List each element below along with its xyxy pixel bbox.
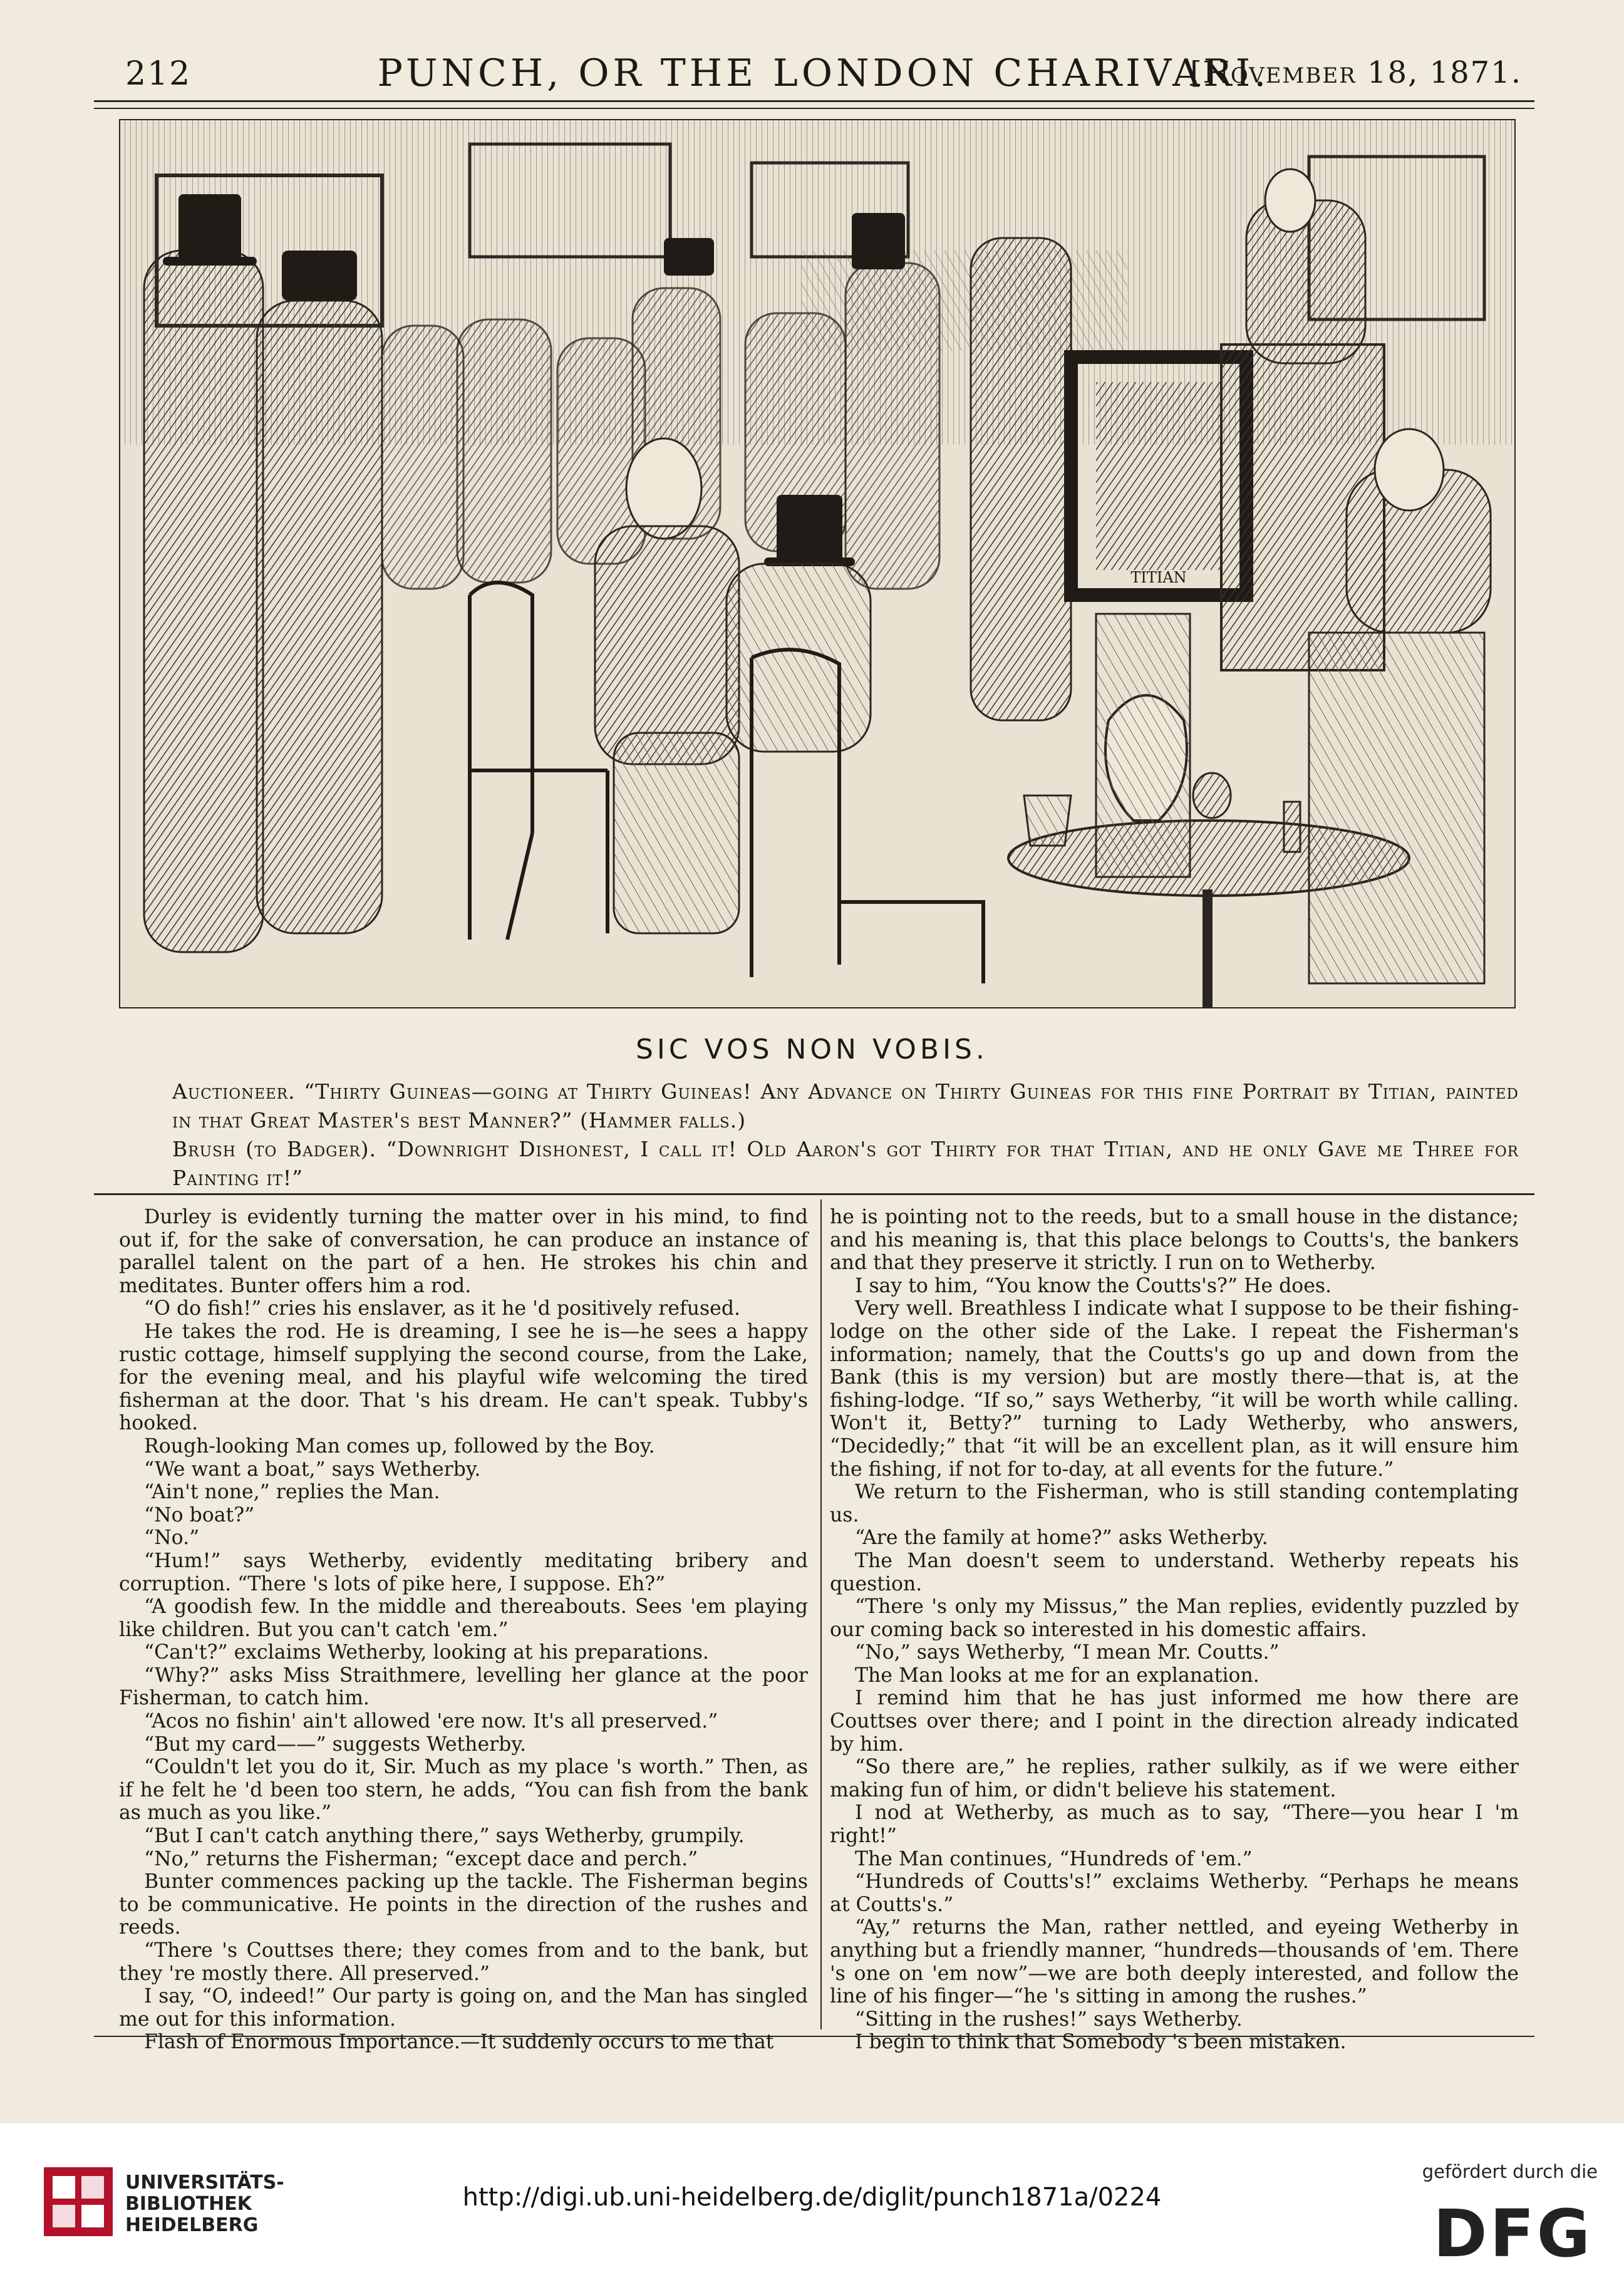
paragraph: “There 's Couttses there; they comes from and to the bank, but they 're mostly there. All preserved.”: [119, 1939, 808, 1985]
paragraph: I nod at Wetherby, as much as to say, “There—you hear I 'm right!”: [830, 1801, 1519, 1848]
caption-auctioneer: [128, 1077, 1519, 1135]
paragraph: “No,” says Wetherby, “I mean Mr. Coutts.”: [855, 1641, 1280, 1664]
issue-date: [November 18, 1871.: [1190, 55, 1522, 90]
paragraph: I remind him that he has just informed me how there are Couttses over there; and I point in the direction already indicated by him.: [830, 1687, 1519, 1756]
paragraph: I say, “O, indeed!” Our party is going on, and the Man has singled me out for this information.: [119, 1985, 808, 2031]
cartoon-illustration: [119, 119, 1516, 1008]
left-column: [119, 1206, 808, 2054]
paragraph: he is pointing not to the reeds, but to a small house in the distance; and his meaning is, that this place belongs to Coutts's, the bankers and that they preserve it strictly. I run on to Wetherby.: [830, 1206, 1519, 1275]
page-header: [125, 44, 1522, 100]
paragraph: The Man continues, “Hundreds of 'em.”: [855, 1847, 1253, 1870]
paragraph: The Man looks at me for an explanation.: [855, 1664, 1259, 1687]
paragraph: I begin to think that Somebody 's been mistaken.: [855, 2031, 1347, 2054]
paragraph: “There 's only my Missus,” the Man replies, evidently puzzled by our coming back so interested in his domestic affairs.: [830, 1595, 1519, 1641]
paragraph: “Ay,” returns the Man, rather nettled, and eyeing Wetherby in anything but a friendly manner, “hundreds—thousands of 'em. There 's one on 'em now”—we are both deeply interested, and follow the line of his finger—“he 's sitting in among the rushes.”: [830, 1916, 1519, 2008]
caption-line-2: Brush (to Badger). “Downright Dishonest, I call it! Old Aaron's got Thirty for that Titian, and he only Gave me Three for Painting it!”: [172, 1137, 1519, 1190]
paragraph: “Couldn't let you do it, Sir. Much as my place 's worth.” Then, as if he felt he 'd been too stern, he adds, “You can fish from the bank as much as you like.”: [119, 1756, 808, 1825]
digitization-footer: [0, 2123, 1624, 2280]
paragraph: He takes the rod. He is dreaming, I see he is—he sees a happy rustic cottage, himself supplying the second course, from the Lake, for the evening meal, and his playful wife welcoming the tired fisherman at the door. That 's his dream. He can't speak. Tubby's hooked.: [119, 1320, 808, 1435]
paragraph: We return to the Fisherman, who is still standing contemplating us.: [830, 1481, 1519, 1526]
header-rule: [94, 100, 1534, 102]
paragraph: Durley is evidently turning the matter over in his mind, to find out if, for the sake of conversation, he can produce an instance of parallel talent on the part of a hen. He strokes his chin and meditates. Bunter offers him a rod.: [119, 1206, 808, 1297]
paragraph: “Acos no fishin' ain't allowed 'ere now. It's all preserved.”: [144, 1710, 718, 1733]
paragraph: Bunter commences packing up the tackle. The Fisherman begins to be communicative. He points in the direction of the rushes and reeds.: [119, 1870, 808, 1939]
paragraph: Rough-looking Man comes up, followed by the Boy.: [144, 1434, 655, 1458]
funding-note: gefördert durch die: [1422, 2161, 1598, 2182]
paragraph: “Why?” asks Miss Straithmere, levelling her glance at the poor Fisherman, to catch him.: [119, 1664, 808, 1710]
library-name-line: BIBLIOTHEK: [125, 2193, 252, 2215]
source-url-link[interactable]: http://digi.ub.uni-heidelberg.de/diglit/punch1871a/0224: [462, 2183, 1162, 2212]
caption-line-1: Auctioneer. “Thirty Guineas—going at Thirty Guineas! Any Advance on Thirty Guineas for this fine Portrait by Titian, painted in that Great Master's best Manner?” (Hammer falls.): [172, 1079, 1519, 1132]
paragraph: “Are the family at home?” asks Wetherby.: [855, 1526, 1268, 1550]
paragraph: “So there are,” he replies, rather sulkily, as if we were either making fun of him, or didn't believe his statement.: [830, 1756, 1519, 1801]
paragraph: “Can't?” exclaims Wetherby, looking at his preparations.: [144, 1641, 709, 1664]
paragraph: “A goodish few. In the middle and thereabouts. Sees 'em playing like children. But you can't catch 'em.”: [119, 1595, 808, 1641]
painting-label: TITIAN: [1130, 569, 1187, 586]
paragraph: The Man doesn't seem to understand. Wetherby repeats his question.: [830, 1549, 1519, 1595]
paragraph: Flash of Enormous Importance.—It suddenly occurs to me that: [144, 2031, 774, 2054]
paragraph: “Hum!” says Wetherby, evidently meditating bribery and corruption. “There 's lots of pike here, I suppose. Eh?”: [119, 1549, 808, 1595]
cartoon-title: SIC VOS NON VOBIS.: [636, 1034, 988, 1065]
paragraph: “No boat?”: [144, 1503, 255, 1526]
header-rule-thin: [94, 108, 1534, 109]
column-divider: [820, 1200, 822, 2029]
columns-top-rule: [94, 1193, 1534, 1195]
paragraph: Very well. Breathless I indicate what I suppose to be their fishing-lodge on the other side of the Lake. I repeat the Fisherman's information; namely, that the Coutts's go up and down from the Bank (this is my version) but are mostly there—that is, at the fishing-lodge. “If so,” says Wetherby, “it will be worth while calling. Won't it, Betty?” turning to Lady Wetherby, who answers, “Decidedly;” that “it will be an excellent plan, as it will ensure him the fishing, if not for to-day, at all events for the future.”: [830, 1297, 1519, 1481]
paragraph: “No.”: [144, 1526, 200, 1550]
paragraph: I say to him, “You know the Coutts's?” He does.: [855, 1274, 1332, 1297]
library-name-line: UNIVERSITÄTS-: [125, 2172, 284, 2194]
paragraph: “We want a boat,” says Wetherby.: [144, 1458, 481, 1481]
paragraph: “But my card——” suggests Wetherby.: [144, 1733, 526, 1756]
paragraph: “But I can't catch anything there,” says Wetherby, grumpily.: [144, 1825, 745, 1848]
paragraph: “Sitting in the rushes!” says Wetherby.: [855, 2008, 1243, 2031]
caption-brush: [128, 1135, 1519, 1193]
auction-scene-drawing: [119, 119, 1516, 1008]
page-number: 212: [125, 55, 192, 93]
dfg-logo: DFG: [1433, 2195, 1593, 2272]
columns-bottom-rule: [94, 2036, 1534, 2037]
paragraph: “Ain't none,” replies the Man.: [144, 1481, 440, 1504]
paragraph: “No,” returns the Fisherman; “except dace and perch.”: [144, 1847, 698, 1870]
right-column: [830, 1206, 1519, 2054]
paragraph: “Hundreds of Coutts's!” exclaims Wetherby. “Perhaps he means at Coutts's.”: [830, 1870, 1519, 1916]
publication-title: PUNCH, OR THE LONDON CHARIVARI.: [377, 51, 1270, 95]
paragraph: “O do fish!” cries his enslaver, as it he 'd positively refused.: [144, 1297, 740, 1320]
library-name-line: HEIDELBERG: [125, 2214, 259, 2236]
